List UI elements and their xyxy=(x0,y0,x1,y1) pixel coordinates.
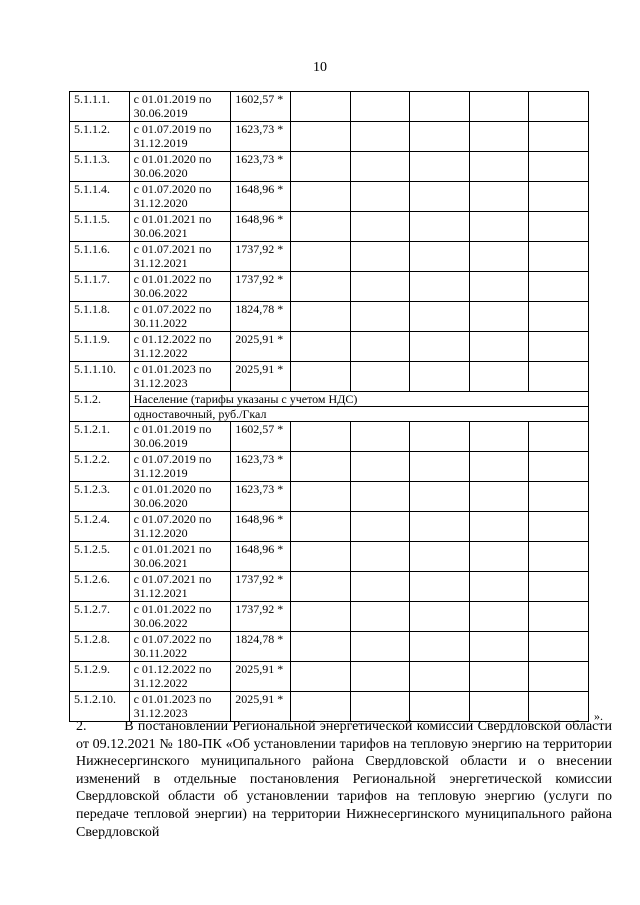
table-row xyxy=(70,152,589,182)
table-row xyxy=(70,122,589,152)
empty-cell xyxy=(350,482,410,512)
empty-cell xyxy=(290,332,350,362)
empty-cell xyxy=(350,92,410,122)
empty-cell xyxy=(290,692,350,722)
row-number: 5.1.2.8. xyxy=(70,632,130,662)
empty-cell xyxy=(529,482,589,512)
empty-cell xyxy=(350,452,410,482)
empty-cell xyxy=(290,422,350,452)
row-number: 5.1.2.2. xyxy=(70,452,130,482)
empty-cell xyxy=(290,302,350,332)
paragraph-text: В постановлении Региональной энергетической комиссии Свердловской области от 09.12.2021 № 180-ПК «Об установлении тарифов на тепловую энергию на территории Нижнесергинского муниципального района Свердловской области и о внесении изменений в отдельные постановления Региональной энергетической комиссии Свердловской области об установлении тарифов на тепловую энергию (услуги по передаче тепловой энергии) на территории Нижнесергинского муниципального района Свердловской xyxy=(76,719,612,840)
empty-cell xyxy=(410,242,470,272)
table-row xyxy=(70,512,589,542)
row-number: 5.1.2.1. xyxy=(70,422,130,452)
empty-cell xyxy=(290,182,350,212)
period-line: с 01.01.2023 по xyxy=(133,692,212,706)
empty-cell xyxy=(469,152,529,182)
row-number: 5.1.1.10. xyxy=(70,362,130,392)
period-cell xyxy=(129,242,231,272)
empty-cell xyxy=(350,632,410,662)
tariff-cell: 2025,91 * xyxy=(231,662,291,692)
period-cell xyxy=(129,332,231,362)
empty-cell xyxy=(529,182,589,212)
empty-cell xyxy=(529,422,589,452)
period-cell xyxy=(129,692,231,722)
empty-cell xyxy=(350,692,410,722)
tariff-cell: 1737,92 * xyxy=(231,602,291,632)
empty-cell xyxy=(350,512,410,542)
empty-cell xyxy=(290,272,350,302)
tariff-cell: 1648,96 * xyxy=(231,212,291,242)
empty-cell xyxy=(290,542,350,572)
row-number: 5.1.1.9. xyxy=(70,332,130,362)
row-number: 5.1.2.4. xyxy=(70,512,130,542)
empty-cell xyxy=(410,332,470,362)
period-cell xyxy=(129,632,231,662)
period-line: 31.12.2020 xyxy=(133,196,188,210)
period-line: с 01.07.2021 по xyxy=(133,242,212,256)
row-number: 5.1.1.1. xyxy=(70,92,130,122)
section-row xyxy=(70,392,589,407)
section-subtitle: одноставочный, руб./Гкал xyxy=(129,407,588,422)
empty-cell xyxy=(529,332,589,362)
empty-cell xyxy=(350,302,410,332)
empty-cell xyxy=(469,362,529,392)
period-cell xyxy=(129,602,231,632)
tariff-cell: 2025,91 * xyxy=(231,362,291,392)
row-number: 5.1.1.3. xyxy=(70,152,130,182)
empty-cell xyxy=(290,602,350,632)
table-row xyxy=(70,272,589,302)
table-row xyxy=(70,542,589,572)
row-number: 5.1.1.5. xyxy=(70,212,130,242)
period-cell xyxy=(129,572,231,602)
period-cell xyxy=(129,92,231,122)
period-line: с 01.12.2022 по xyxy=(133,662,212,676)
table-row xyxy=(70,242,589,272)
period-line: 31.12.2019 xyxy=(133,466,188,480)
row-number: 5.1.1.7. xyxy=(70,272,130,302)
tariff-cell: 1602,57 * xyxy=(231,92,291,122)
empty-cell xyxy=(410,452,470,482)
tariff-cell: 1602,57 * xyxy=(231,422,291,452)
empty-cell xyxy=(469,422,529,452)
empty-cell xyxy=(350,272,410,302)
empty-cell xyxy=(290,242,350,272)
empty-cell xyxy=(410,572,470,602)
empty-cell xyxy=(410,602,470,632)
period-line: с 01.07.2020 по xyxy=(133,182,212,196)
period-line: 30.06.2019 xyxy=(133,436,188,450)
empty-cell xyxy=(469,182,529,212)
tariff-cell: 1623,73 * xyxy=(231,122,291,152)
empty-cell xyxy=(469,572,529,602)
empty-cell xyxy=(410,182,470,212)
table-row xyxy=(70,332,589,362)
period-line: 30.06.2020 xyxy=(133,496,188,510)
row-number: 5.1.1.6. xyxy=(70,242,130,272)
tariff-cell: 1648,96 * xyxy=(231,542,291,572)
empty-cell xyxy=(410,662,470,692)
row-number: 5.1.2.10. xyxy=(70,692,130,722)
empty-cell xyxy=(469,242,529,272)
period-line: 31.12.2023 xyxy=(133,706,188,720)
table-row xyxy=(70,482,589,512)
period-line: с 01.07.2022 по xyxy=(133,632,212,646)
empty-cell xyxy=(290,122,350,152)
tariff-cell: 1824,78 * xyxy=(231,302,291,332)
row-number: 5.1.1.2. xyxy=(70,122,130,152)
empty-cell xyxy=(469,632,529,662)
empty-cell xyxy=(469,92,529,122)
row-number: 5.1.2.9. xyxy=(70,662,130,692)
empty-cell xyxy=(410,152,470,182)
table-row xyxy=(70,92,589,122)
tariff-cell: 1623,73 * xyxy=(231,482,291,512)
table-row xyxy=(70,632,589,662)
period-cell xyxy=(129,212,231,242)
period-line: с 01.01.2019 по xyxy=(133,422,212,436)
empty-cell xyxy=(469,602,529,632)
empty-cell xyxy=(529,692,589,722)
empty-cell xyxy=(529,92,589,122)
tariff-cell: 1737,92 * xyxy=(231,572,291,602)
empty-cell xyxy=(529,452,589,482)
empty-cell xyxy=(290,92,350,122)
empty-cell xyxy=(529,362,589,392)
period-line: с 01.01.2021 по xyxy=(133,212,212,226)
period-line: с 01.01.2019 по xyxy=(133,92,212,106)
empty-cell xyxy=(469,272,529,302)
empty-cell xyxy=(529,632,589,662)
period-cell xyxy=(129,182,231,212)
empty-cell xyxy=(290,362,350,392)
empty-cell xyxy=(350,242,410,272)
empty-cell xyxy=(529,242,589,272)
empty-cell xyxy=(350,362,410,392)
table-row xyxy=(70,422,589,452)
period-line: 30.11.2022 xyxy=(133,646,188,660)
row-number: 5.1.1.4. xyxy=(70,182,130,212)
table-closing-quote: ». xyxy=(594,709,603,723)
empty-cell xyxy=(529,512,589,542)
period-cell xyxy=(129,122,231,152)
empty-cell xyxy=(350,602,410,632)
empty-cell xyxy=(529,572,589,602)
empty-cell xyxy=(469,302,529,332)
empty-cell xyxy=(350,182,410,212)
empty-cell xyxy=(290,572,350,602)
period-line: с 01.01.2022 по xyxy=(133,272,212,286)
empty-cell xyxy=(529,152,589,182)
period-line: с 01.01.2022 по xyxy=(133,602,212,616)
period-line: 30.06.2021 xyxy=(133,556,188,570)
period-line: 30.06.2022 xyxy=(133,286,188,300)
period-line: 31.12.2021 xyxy=(133,256,188,270)
empty-cell xyxy=(410,362,470,392)
empty-cell xyxy=(469,512,529,542)
empty-cell xyxy=(529,212,589,242)
table-row xyxy=(70,452,589,482)
period-line: 30.06.2022 xyxy=(133,616,188,630)
period-line: 31.12.2021 xyxy=(133,586,188,600)
empty-cell xyxy=(350,572,410,602)
empty-cell xyxy=(529,122,589,152)
paragraph-2 xyxy=(76,718,612,841)
empty-cell xyxy=(290,632,350,662)
empty-cell xyxy=(350,152,410,182)
tariff-cell: 2025,91 * xyxy=(231,692,291,722)
empty-cell xyxy=(410,422,470,452)
period-cell xyxy=(129,512,231,542)
empty-cell xyxy=(410,632,470,662)
period-line: с 01.07.2021 по xyxy=(133,572,212,586)
section-subtitle-row xyxy=(70,407,589,422)
empty-cell xyxy=(410,482,470,512)
empty-cell xyxy=(410,122,470,152)
period-line: с 01.01.2021 по xyxy=(133,542,212,556)
tariff-cell: 1648,96 * xyxy=(231,512,291,542)
empty-cell xyxy=(290,212,350,242)
empty-cell xyxy=(469,452,529,482)
empty-cell xyxy=(290,662,350,692)
empty-cell xyxy=(410,512,470,542)
empty-cell xyxy=(350,662,410,692)
empty-cell xyxy=(290,512,350,542)
tariff-cell: 1824,78 * xyxy=(231,632,291,662)
period-line: с 01.01.2020 по xyxy=(133,482,212,496)
period-line: 30.11.2022 xyxy=(133,316,188,330)
period-line: 31.12.2022 xyxy=(133,346,188,360)
row-number: 5.1.2.6. xyxy=(70,572,130,602)
period-cell xyxy=(129,272,231,302)
tariff-table xyxy=(69,91,589,722)
empty-cell xyxy=(529,272,589,302)
empty-cell xyxy=(469,692,529,722)
empty-cell xyxy=(469,212,529,242)
period-cell xyxy=(129,482,231,512)
period-cell xyxy=(129,362,231,392)
empty-cell xyxy=(410,692,470,722)
table-row xyxy=(70,662,589,692)
period-line: с 01.01.2023 по xyxy=(133,362,212,376)
empty-cell xyxy=(410,302,470,332)
row-number: 5.1.2.7. xyxy=(70,602,130,632)
period-line: с 01.07.2020 по xyxy=(133,512,212,526)
paragraph-number: 2. xyxy=(76,719,87,734)
page-number: 10 xyxy=(313,60,327,75)
empty-cell xyxy=(290,452,350,482)
period-cell xyxy=(129,422,231,452)
empty-cell xyxy=(290,152,350,182)
empty-cell xyxy=(469,482,529,512)
period-line: с 01.07.2022 по xyxy=(133,302,212,316)
table-row xyxy=(70,692,589,722)
period-line: 30.06.2021 xyxy=(133,226,188,240)
empty-cell xyxy=(469,122,529,152)
empty-cell xyxy=(469,332,529,362)
empty-cell xyxy=(350,122,410,152)
empty-cell xyxy=(410,92,470,122)
period-cell xyxy=(129,662,231,692)
period-line: с 01.01.2020 по xyxy=(133,152,212,166)
period-line: 30.06.2019 xyxy=(133,106,188,120)
period-line: с 01.12.2022 по xyxy=(133,332,212,346)
empty-cell xyxy=(529,302,589,332)
empty-cell xyxy=(350,542,410,572)
table-row xyxy=(70,212,589,242)
period-cell xyxy=(129,452,231,482)
row-number: 5.1.1.8. xyxy=(70,302,130,332)
section-title: Население (тарифы указаны с учетом НДС) xyxy=(129,392,588,407)
table-row xyxy=(70,362,589,392)
period-line: с 01.07.2019 по xyxy=(133,452,212,466)
table-row xyxy=(70,572,589,602)
table-row xyxy=(70,302,589,332)
row-number: 5.1.2. xyxy=(70,392,130,422)
tariff-cell: 1623,73 * xyxy=(231,452,291,482)
empty-cell xyxy=(469,542,529,572)
period-cell xyxy=(129,542,231,572)
empty-cell xyxy=(529,662,589,692)
table-row xyxy=(70,182,589,212)
empty-cell xyxy=(410,272,470,302)
table-row xyxy=(70,602,589,632)
empty-cell xyxy=(410,542,470,572)
period-line: 31.12.2023 xyxy=(133,376,188,390)
empty-cell xyxy=(410,212,470,242)
empty-cell xyxy=(290,482,350,512)
row-number: 5.1.2.3. xyxy=(70,482,130,512)
period-line: 31.12.2022 xyxy=(133,676,188,690)
period-line: 30.06.2020 xyxy=(133,166,188,180)
empty-cell xyxy=(350,212,410,242)
row-number: 5.1.2.5. xyxy=(70,542,130,572)
empty-cell xyxy=(529,602,589,632)
empty-cell xyxy=(469,662,529,692)
empty-cell xyxy=(350,422,410,452)
tariff-cell: 1648,96 * xyxy=(231,182,291,212)
period-line: 31.12.2019 xyxy=(133,136,188,150)
empty-cell xyxy=(529,542,589,572)
tariff-cell: 1737,92 * xyxy=(231,242,291,272)
tariff-cell: 1737,92 * xyxy=(231,272,291,302)
period-line: с 01.07.2019 по xyxy=(133,122,212,136)
period-line: 31.12.2020 xyxy=(133,526,188,540)
period-cell xyxy=(129,302,231,332)
empty-cell xyxy=(350,332,410,362)
tariff-cell: 1623,73 * xyxy=(231,152,291,182)
period-cell xyxy=(129,152,231,182)
tariff-cell: 2025,91 * xyxy=(231,332,291,362)
